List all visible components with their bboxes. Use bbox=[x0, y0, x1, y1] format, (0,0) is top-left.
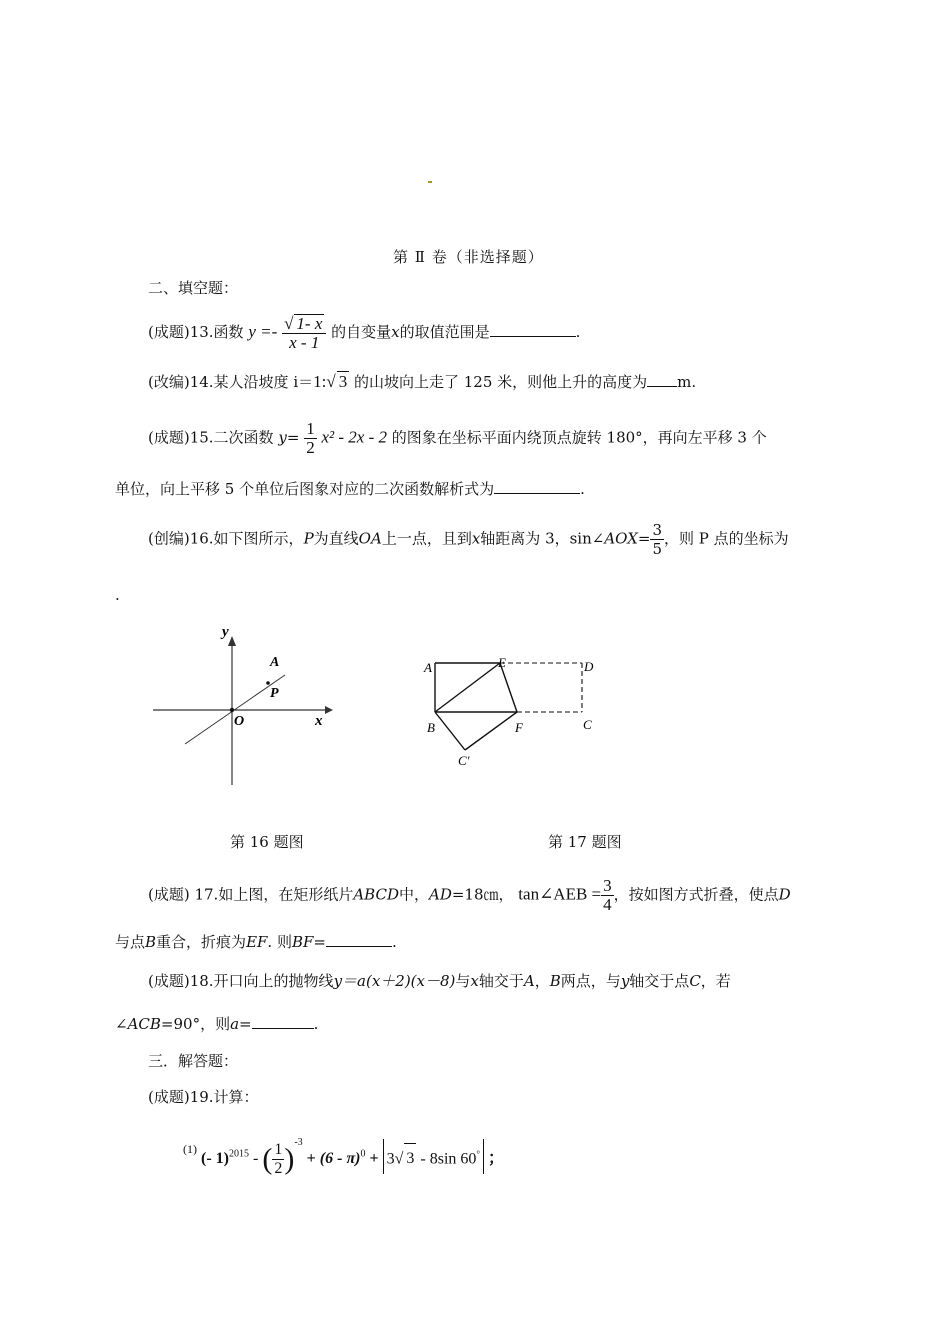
stray-mark bbox=[428, 181, 432, 183]
part2-heading: 二、填空题： bbox=[148, 279, 239, 297]
y-label: y bbox=[222, 624, 229, 640]
label-d: D bbox=[584, 659, 594, 674]
question-18-line2: ∠ACB=90°，则a= . bbox=[115, 1015, 319, 1033]
question-18: (成题)18.开口向上的抛物线y＝a(x＋2)(x－8)与x轴交于A，B两点，与y轴交于点C，若 bbox=[148, 972, 731, 990]
figure-17 bbox=[420, 652, 610, 772]
x-axis-arrow bbox=[325, 706, 333, 714]
caption-fig16: 第 16 题图 bbox=[230, 833, 304, 851]
question-17-line2: 与点B重合，折痕为EF. 则BF= . bbox=[115, 933, 397, 951]
question-17: (成题) 17.如上图，在矩形纸片ABCD中，AD=18㎝， tan∠AEB = $\frac{3}{4}$ ，按如图方式折叠，使点D bbox=[148, 876, 791, 914]
question-14: (改编)14.某人沿坡度 i＝1:√ 3 的山坡向上走了 125 米，则他上升的高度为 m. bbox=[148, 372, 697, 391]
answer-blank-15[interactable] bbox=[494, 479, 580, 494]
a-label: A bbox=[270, 655, 280, 670]
label-c-prime: C′ bbox=[458, 753, 470, 768]
figure-16 bbox=[145, 620, 345, 795]
caption-fig17: 第 17 题图 bbox=[548, 833, 622, 851]
answer-blank-13[interactable] bbox=[490, 322, 576, 337]
section-title: 第 Ⅱ 卷（非选择题） bbox=[393, 248, 544, 266]
question-19: (成题)19.计算： bbox=[148, 1088, 259, 1106]
label-f: F bbox=[515, 720, 523, 735]
point-o bbox=[230, 708, 234, 712]
question-15: (成题)15.二次函数 y= $\frac{1}{2}$ x² - 2x - 2 的图象在坐标平面内绕顶点旋转 180°，再向左平移 3 个 bbox=[148, 419, 767, 457]
o-label: O bbox=[234, 714, 245, 729]
part3-heading: 三．解答题： bbox=[148, 1052, 239, 1070]
x-label: x bbox=[315, 713, 323, 729]
p-label: P bbox=[270, 686, 279, 701]
question-13: (成题)13.函数 y =- $\frac{√ 1- x}{x - 1}$ 的自变量x的取值范围是 . bbox=[148, 314, 581, 352]
answer-blank-18[interactable] bbox=[252, 1014, 314, 1029]
question-15-line2: 单位，向上平移 5 个单位后图象对应的二次函数解析式为 . bbox=[115, 480, 585, 498]
y-axis-arrow bbox=[228, 636, 236, 646]
label-b: B bbox=[427, 720, 435, 735]
answer-blank-14[interactable] bbox=[647, 372, 677, 387]
point-p bbox=[266, 681, 270, 685]
label-c: C bbox=[583, 717, 592, 732]
label-e: E bbox=[498, 655, 506, 670]
question-16: (创编)16.如下图所示，P为直线OA上一点，且到x轴距离为 3，sin∠AOX= $\frac{3}{5}$ ，则 P 点的坐标为 bbox=[148, 521, 789, 558]
question-19-item-1: $^{(1)}$ (- 1)$^{2015}$ - ( $\frac{1}{2}$ )$^{-3}$ + (6 - π)$^0$ + 3√ 3 - 8sin 60° ； bbox=[183, 1137, 505, 1177]
label-a: A bbox=[424, 660, 432, 675]
answer-blank-17[interactable] bbox=[326, 932, 392, 947]
question-16-line2: . bbox=[115, 586, 120, 604]
